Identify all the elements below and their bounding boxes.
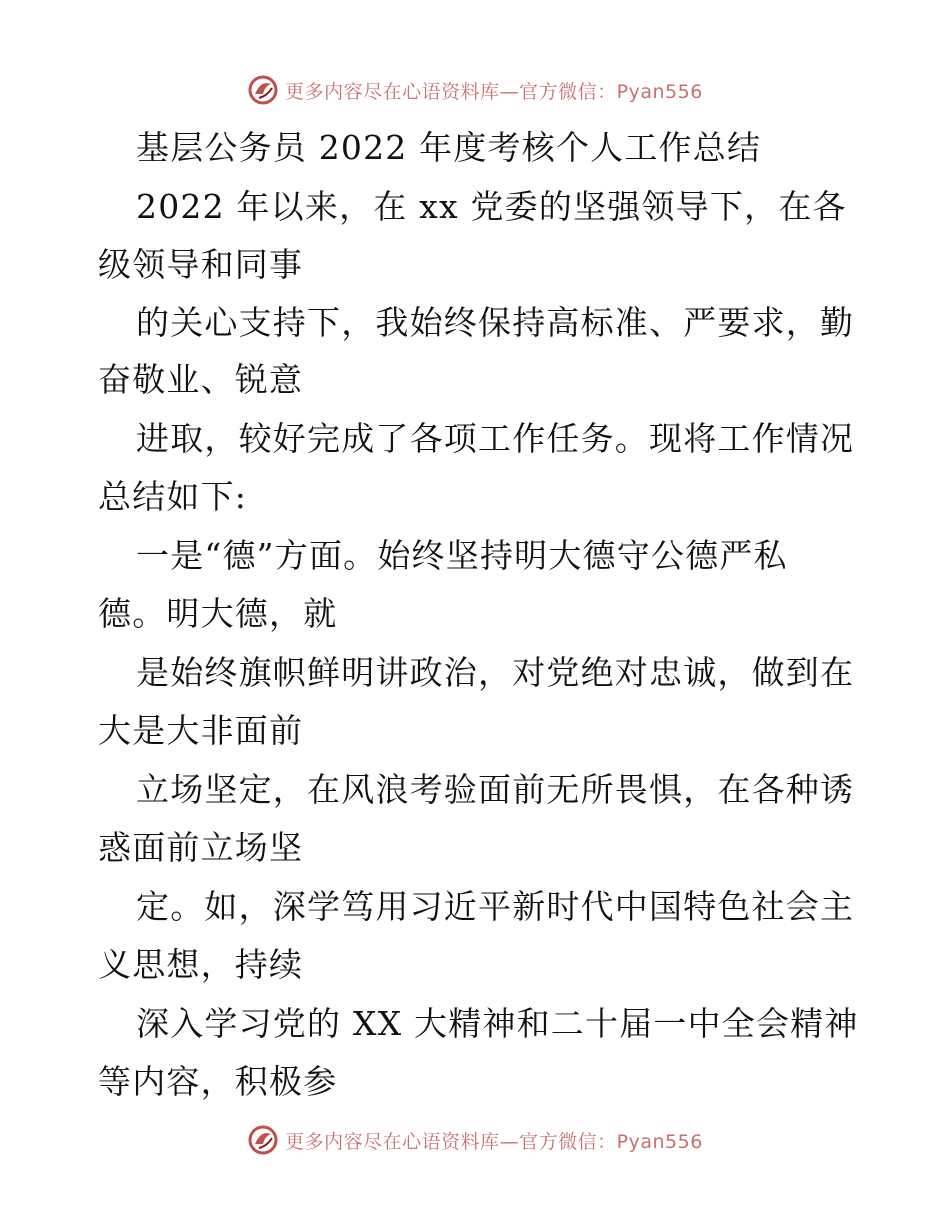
body-line: 一是“德”方面。始终坚持明大德守公德严私 [136, 536, 788, 575]
body-line: 的关心支持下，我始终保持高标准、严要求，勤 [136, 303, 855, 342]
footer-watermark [0, 1120, 950, 1160]
red-swirl-logo-icon [247, 1124, 279, 1156]
body-line: 义思想，持续 [98, 945, 304, 984]
body-line: 深入学习党的 XX 大精神和二十届一中全会精神 [136, 1004, 859, 1043]
body-line: 定。如，深学笃用习近平新时代中国特色社会主 [136, 887, 855, 926]
watermark-text: 更多内容尽在心语资料库—官方微信：Pyan556 [285, 1130, 703, 1153]
body-line: 进取，较好完成了各项工作任务。现将工作情况 [136, 419, 855, 458]
watermark-text: 更多内容尽在心语资料库—官方微信：Pyan556 [285, 80, 703, 103]
body-line: 级领导和同事 [98, 245, 304, 284]
header-watermark [0, 70, 950, 110]
body-line: 大是大非面前 [98, 711, 304, 750]
body-line: 奋敬业、锐意 [98, 360, 304, 399]
body-line: 立场坚定，在风浪考验面前无所畏惧，在各种诱 [136, 770, 855, 809]
body-line: 惑面前立场坚 [98, 828, 304, 867]
body-line: 2022 年以来，在 xx 党委的坚强领导下，在各 [136, 187, 847, 226]
red-swirl-logo-icon [247, 74, 279, 106]
body-line: 总结如下: [98, 477, 248, 516]
body-line: 是始终旗帜鲜明讲政治，对党绝对忠诚，做到在 [136, 653, 855, 692]
body-line: 德。明大德，就 [98, 594, 338, 633]
body-line: 等内容，积极参 [98, 1062, 338, 1101]
document-title: 基层公务员 2022 年度考核个人工作总结 [136, 128, 762, 167]
